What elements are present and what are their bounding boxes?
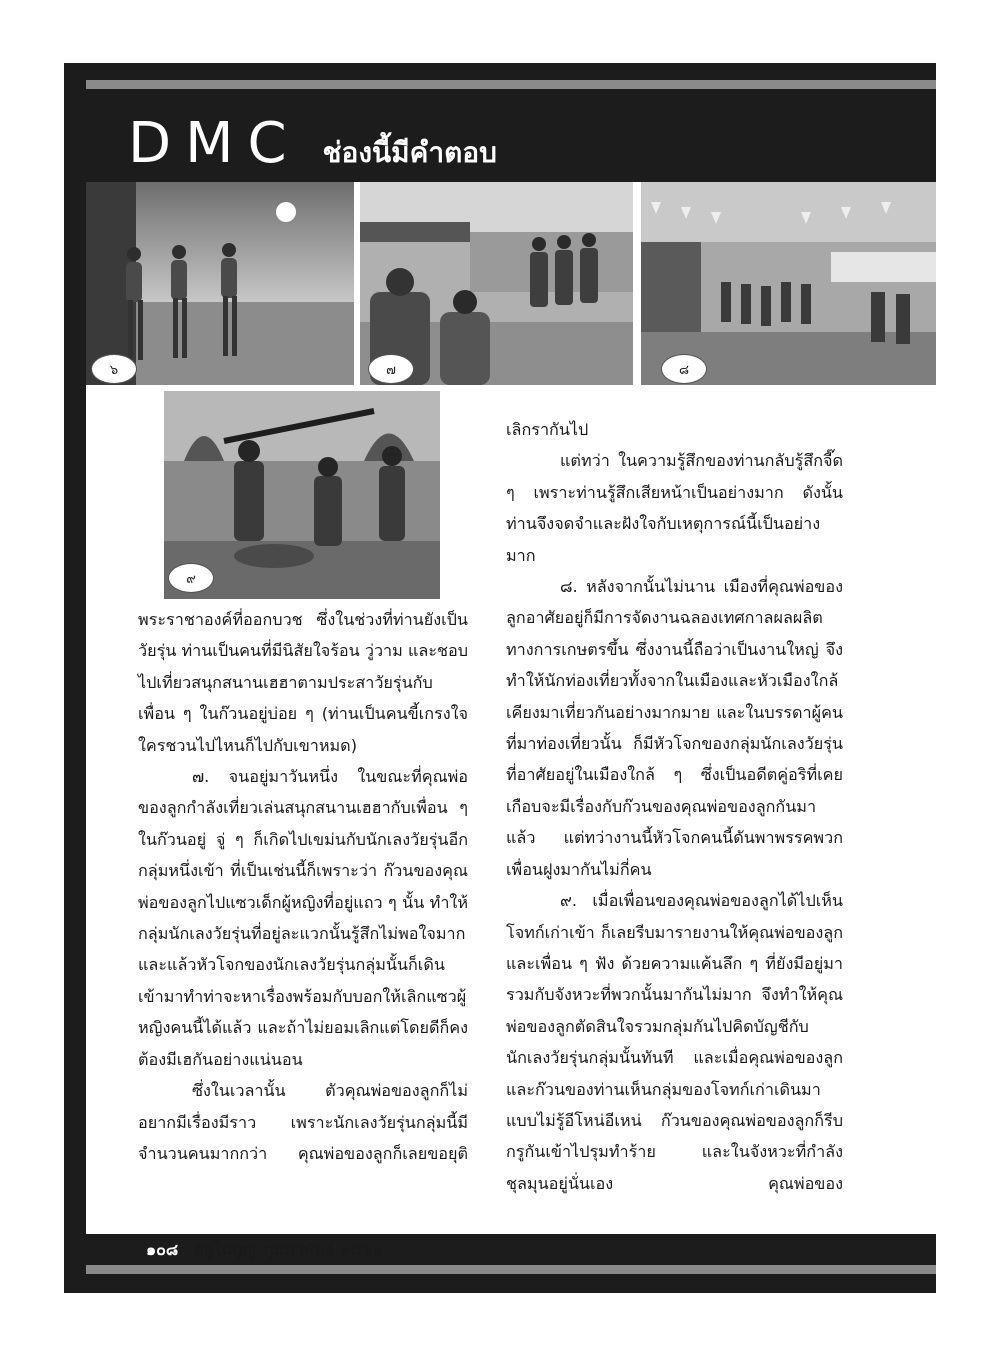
section-subtitle: ช่องนี้มีคำตอบ [322,136,497,169]
paragraph: ๘. หลังจากนั้นไม่นาน เมืองที่คุณพ่อของลูกอาศัยอยู่ก็มีการจัดงานฉลองเทศกาลผลผลิตทางการเกษตรขึ้น ซึ่งงานนี้ถือว่าเป็นงานใหญ่ จึงทำให้นักท่องเที่ยวทั้งจากในเมืองและหัวเมืองใกล้เคียงมาเที่ยวกันอย่างมากมาย และในบรรดาผู้คนที่มาท่องเที่ยวนั้น ก็มีหัวโจกของกลุ่มนักเลงวัยรุ่นที่อาศัยอยู่ในเมืองใกล้ ๆ ซึ่งเป็นอดีตคู่อริที่เคยเกือบจะมีเรื่องกับก๊วนของคุณพ่อของลูกกันมาแล้ว แต่ทว่างานนี้หัวโจกคนนี้ดันพาพรรคพวกเพื่อนฝูงมากันไม่กี่คน [506,577,843,879]
paragraph: ๙. เมื่อเพื่อนของคุณพ่อของลูกได้ไปเห็นโจทก์เก่าเข้า ก็เลยรีบมารายงานให้คุณพ่อของลูกและเพื่อน ๆ ฟัง ด้วยความแค้นลึก ๆ ที่ยังมีอยู่มารวมกับจังหวะที่พวกนั้นมากันไม่มาก จึงทำให้คุณพ่อของลูกตัดสินใจรวมกลุ่มกันไปคิดบัญชีกับนักเลงวัยรุ่นกลุ่มนั้นทันที และเมื่อคุณพ่อของลูกและก๊วนของท่านเห็นกลุ่มของโจทก์เก่าเดินมาแบบไม่รู้อีโหน่อีเหน่ ก๊วนของคุณพ่อของลูกก็รีบกรูกันเข้าไปรุมทำร้าย และในจังหวะที่กำลังชุลมุนอยู่นั่นเอง คุณพ่อของ [506,891,843,1193]
illustration-number: ๘ [661,354,707,384]
illustration-number: ๗ [368,354,414,384]
issue-date: กุมภาพันธ์ ๒๕๖๐ [263,1240,383,1259]
illustration-2 [360,182,633,385]
paragraph: เลิกรากันไป [506,420,589,439]
magazine-name: อยู่ในบุญ [194,1240,256,1259]
top-divider [86,80,936,89]
paragraph: ซึ่งในเวลานั้น ตัวคุณพ่อของลูกก็ไม่อยากมีเรื่องมีราว เพราะนักเลงวัยรุ่นกลุ่มนี้มีจำนวนคนมากกว่า คุณพ่อของลูกก็เลยขอยุติ [138,1081,468,1163]
section-header [128,111,497,176]
page-number: ๑๐๘ [138,1236,186,1265]
illustration-number: ๙ [168,563,214,593]
page-footer [138,1236,382,1265]
illustration-3 [641,182,936,385]
paragraph: ๗. จนอยู่มาวันหนึ่ง ในขณะที่คุณพ่อของลูกกำลังเที่ยวเล่นสนุกสนานเฮฮากับเพื่อน ๆ ในก๊วนอยู่ จู่ ๆ ก็เกิดไปเขม่นกับนักเลงวัยรุ่นอีกกลุ่มหนึ่งเข้า ที่เป็นเช่นนี้ก็เพราะว่า ก๊วนของคุณพ่อของลูกไปแซวเด็กผู้หญิงที่อยู่แถว ๆ นั้น ทำให้กลุ่มนักเลงวัยรุ่นที่อยู่ละแวกนั้นรู้สึกไม่พอใจมาก และแล้วหัวโจกของนักเลงวัยรุ่นกลุ่มนั้นก็เดินเข้ามาทำท่าจะหาเรื่องพร้อมกับบอกให้เลิกแซวผู้หญิงคนนี้ได้แล้ว และถ้าไม่ยอมเลิกแต่โดยดีก็คงต้องมีเฮกันอย่างแน่นอน [138,767,468,1069]
right-column [506,414,843,1199]
illustration-4 [164,391,440,599]
paragraph: พระราชาองค์ที่ออกบวช ซึ่งในช่วงที่ท่านยังเป็นวัยรุ่น ท่านเป็นคนที่มีนิสัยใจร้อน วู่วาม และชอบไปเที่ยวสนุกสนานเฮฮาตามประสาวัยรุ่นกับเพื่อน ๆ ในก๊วนอยู่บ่อย ๆ (ท่านเป็นคนขี้เกรงใจ ใครชวนไปไหนก็ไปกับเขาหมด) [138,610,468,755]
illustration-1 [86,182,354,385]
illustration-number: ๖ [91,354,137,384]
section-title: DMC [128,111,301,176]
paragraph: แต่ทว่า ในความรู้สึกของท่านกลับรู้สึกจี๊ด ๆ เพราะท่านรู้สึกเสียหน้าเป็นอย่างมาก ดังนั้นท่านจึงจดจำและฝังใจกับเหตุการณ์นี้เป็นอย่างมาก [506,451,843,565]
left-column [138,604,468,1169]
bottom-divider [86,1265,936,1274]
